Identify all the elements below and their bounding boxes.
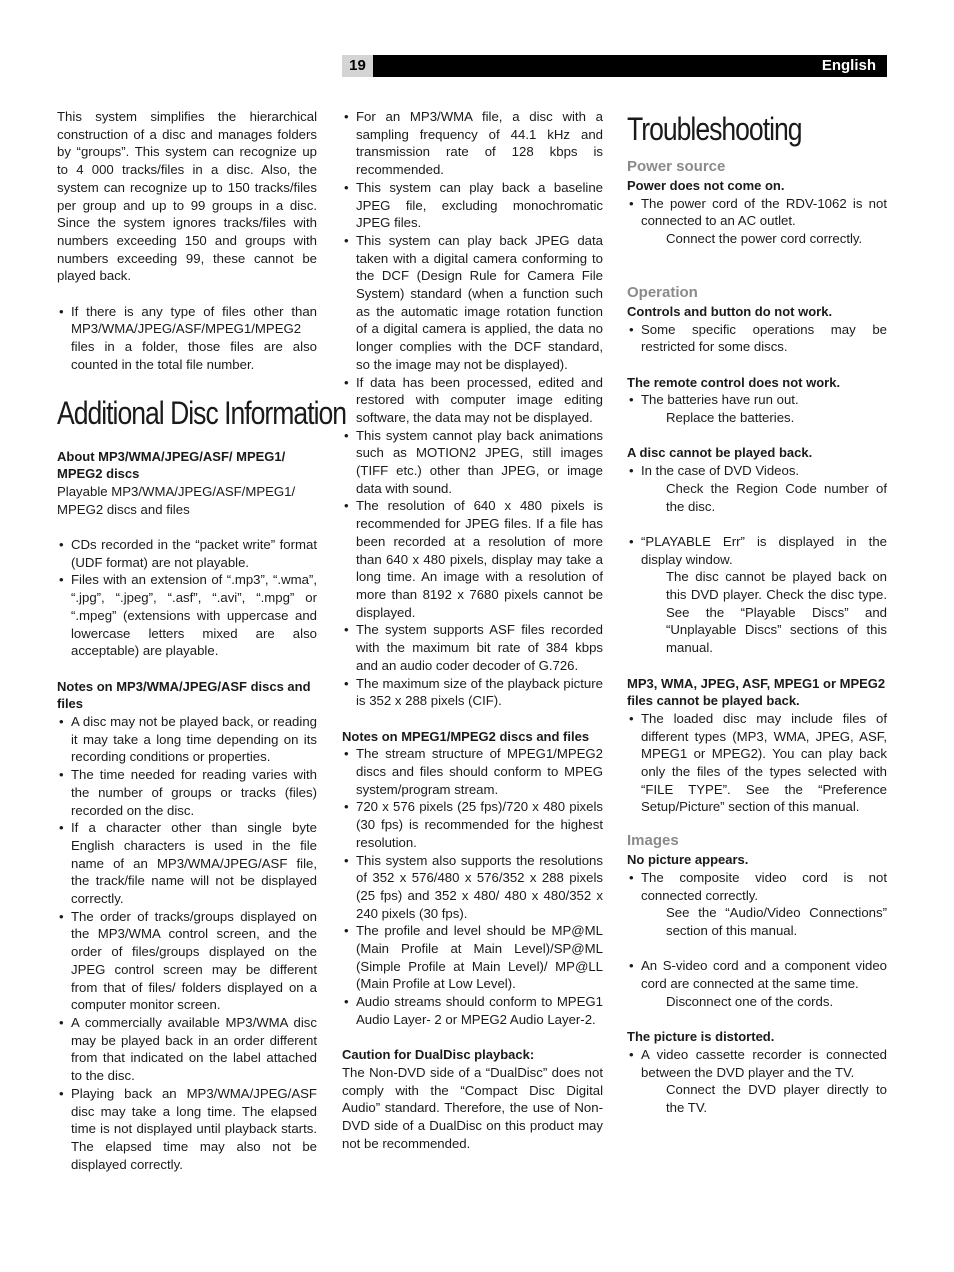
list-item: • A disc may not be played back, or reading it may take a long time depending on its recording conditions or properties. [57, 713, 317, 766]
list-item: • This system also supports the resolutions of 352 x 576/480 x 576/352 x 288 pixels (25 fps) and 352 x 480/ 480 x 480/352 x 240 pixels (30 fps). [342, 852, 603, 923]
remedy-text: Check the Region Code number of the disc. [666, 480, 887, 514]
problem-heading: Power does not come on. [627, 178, 785, 193]
list-item: • The batteries have run out. [627, 391, 887, 409]
cause-list [627, 1046, 887, 1081]
list-item: • The profile and level should be MP@ML (Main Profile at Main Level)/SP@ML (Simple Profile at Main Level)/ MP@LL (Main Profile at Low Level). [342, 922, 603, 993]
remedy-text: Connect the power cord correctly. [666, 231, 863, 247]
problem-heading: The picture is distorted. [627, 1029, 775, 1045]
about-paragraph: Playable MP3/WMA/JPEG/ASF/MPEG1/ MPEG2 discs and files [57, 483, 296, 517]
cause-list [627, 391, 887, 409]
list-item: • If a character other than single byte English characters is used in the file name of an MP3/WMA/JPEG/ASF file, the track/file name will not be displayed correctly. [57, 819, 317, 908]
list-item: • The maximum size of the playback picture is 352 x 288 pixels (CIF). [342, 675, 603, 710]
list-item: • This system cannot play back animations such as MOTION2 JPEG, still images (TIFF etc.) other than JPEG, or image data with sound. [342, 427, 603, 498]
list-item: • Files with an extension of “.mp3”, “.wma”, “.jpg”, “.jpeg”, “.asf”, “.avi”, “.mpg” or “.mpeg” (extensions with uppercase and lowercase letters mixed are also acceptable) are playable. [57, 571, 317, 660]
column-left [57, 108, 347, 1173]
problem-heading: MP3, WMA, JPEG, ASF, MPEG1 or MPEG2 files cannot be played back. [627, 675, 886, 709]
page-number: 19 [342, 55, 373, 77]
list-item: • The resolution of 640 x 480 pixels is recommended for JPEG files. If a file has been recorded at a resolution of more than 640 x 480 pixels, display may take a long time. An image with a resolution of more than 8192 x 7680 pixels cannot be displayed. [342, 497, 603, 621]
remedy-text: See the “Audio/Video Connections” section of this manual. [666, 905, 887, 938]
list-item: • A video cassette recorder is connected between the DVD player and the TV. [627, 1046, 887, 1081]
list-item: • The stream structure of MPEG1/MPEG2 discs and files should conform to MPEG system/program stream. [342, 745, 603, 798]
subheading-notes-mp3: Notes on MP3/WMA/JPEG/ASF discs and files [57, 678, 311, 712]
category-images: Images [627, 832, 679, 850]
list-item: • If data has been processed, edited and restored with computer image editing software, the data may not be displayed. [342, 374, 603, 427]
cause-list [627, 869, 887, 904]
category-power-source: Power source [627, 158, 726, 175]
problem-heading: No picture appears. [627, 852, 749, 868]
jpeg-notes-bullet-list [342, 108, 603, 710]
problem-heading: Controls and button do not work. [627, 303, 833, 319]
page-header-bar [342, 55, 887, 77]
list-item: • A commercially available MP3/WMA disc may be played back in an order different from that indicated on the label attached to the disc. [57, 1014, 317, 1085]
intro-bullet-list [57, 303, 317, 374]
notes-bullet-list [57, 713, 317, 1173]
list-item: • Audio streams should conform to MPEG1 Audio Layer- 2 or MPEG2 Audio Layer-2. [342, 993, 603, 1028]
mpeg-bullet-list [342, 745, 603, 1028]
remedy-text: Connect the DVD player directly to the TV. [666, 1082, 887, 1115]
cause-list [627, 710, 887, 816]
column-right [627, 108, 887, 1117]
list-item: • The time needed for reading varies with the number of groups or tracks (files) recorded on the disc. [57, 766, 317, 819]
subheading-about-discs: About MP3/WMA/JPEG/ASF/ MPEG1/ MPEG2 discs [57, 448, 286, 482]
cause-list [627, 957, 887, 992]
subheading-dualdisc-caution: Caution for DualDisc playback: [342, 1047, 535, 1063]
section-heading-troubleshooting: Troubleshooting [627, 111, 802, 147]
list-item: • This system can play back a baseline JPEG file, excluding monochromatic JPEG files. [342, 179, 603, 232]
list-item: • For an MP3/WMA file, a disc with a sampling frequency of 44.1 kHz and transmission rate of 128 kbps is recommended. [342, 108, 603, 179]
language-label: English [821, 57, 876, 74]
list-item: • The system supports ASF files recorded with the maximum bit rate of 384 kbps and an audio coder decoder of G.726. [342, 621, 603, 674]
caution-paragraph: The Non-DVD side of a “DualDisc” does not comply with the “Compact Disc Digital Audio” standard. Therefore, the use of Non-DVD side of a DualDisc on this product may not be recommended. [342, 1064, 603, 1151]
intro-paragraph: This system simplifies the hierarchical construction of a disc and manages folders by “groups”. This system can recognize up to 4 000 tracks/files in a disc. Also, the system can recognize up to 150 tracks/files per group and up to 99 groups in a disc. Since the system ignores tracks/files with numbers exceeding 150 and groups with numbers exceeding 99, these cannot be played back. [57, 109, 317, 284]
list-item: • The composite video cord is not connected correctly. [627, 869, 887, 904]
column-middle [342, 108, 603, 1152]
remedy-text: Disconnect one of the cords. [666, 993, 834, 1009]
subheading-notes-mpeg: Notes on MPEG1/MPEG2 discs and files [342, 728, 590, 744]
cause-list [627, 533, 887, 568]
list-item: • The power cord of the RDV-1062 is not connected to an AC outlet. [627, 195, 887, 230]
about-bullet-list [57, 536, 317, 660]
list-item: • 720 x 576 pixels (25 fps)/720 x 480 pixels (30 fps) is recommended for the highest resolution. [342, 798, 603, 851]
list-item: • CDs recorded in the “packet write” format (UDF format) are not playable. [57, 536, 317, 571]
list-item: • The order of tracks/groups displayed on the MP3/WMA control screen, and the order of files/groups displayed on the JPEG control screen may be different from that of files/ folders displayed on a computer monitor screen. [57, 908, 317, 1014]
section-heading-additional-disc: Additional Disc Information [57, 394, 347, 431]
cause-list [627, 195, 887, 230]
list-item: • If there is any type of files other than MP3/WMA/JPEG/ASF/MPEG1/MPEG2 files in a folder, those files are also counted in the total file number. [57, 303, 317, 374]
list-item: • An S-video cord and a component video cord are connected at the same time. [627, 957, 887, 992]
list-item: • Some specific operations may be restricted for some discs. [627, 321, 887, 356]
problem-heading: The remote control does not work. [627, 374, 841, 390]
list-item: • “PLAYABLE Err” is displayed in the display window. [627, 533, 887, 568]
cause-list [627, 462, 887, 480]
list-item: • In the case of DVD Videos. [627, 462, 887, 480]
remedy-text: Replace the batteries. [666, 410, 795, 426]
remedy-text: The disc cannot be played back on this DVD player. Check the disc type. See the “Playable Discs” and “Unplayable Discs” sections of this manual. [666, 569, 887, 656]
category-operation: Operation [627, 283, 698, 301]
problem-heading: A disc cannot be played back. [627, 445, 813, 461]
list-item: • The loaded disc may include files of different types (MP3, WMA, JPEG, ASF, MPEG1 or MPEG2). You can play back only the files of the types selected with “FILE TYPE”. See the “Preference Setup/Picture” section of this manual. [627, 710, 887, 816]
cause-list [627, 321, 887, 356]
list-item: • Playing back an MP3/WMA/JPEG/ASF disc may take a long time. The elapsed time is not displayed until playback starts. The elapsed time may also not be displayed correctly. [57, 1085, 317, 1174]
list-item: • This system can play back JPEG data taken with a digital camera conforming to the DCF (Design Rule for Camera File System) standard (when a function such as the automatic image rotation function of a digital camera is applied, the data no longer complies with the DCF standard, so the image may not be displayed). [342, 232, 603, 374]
